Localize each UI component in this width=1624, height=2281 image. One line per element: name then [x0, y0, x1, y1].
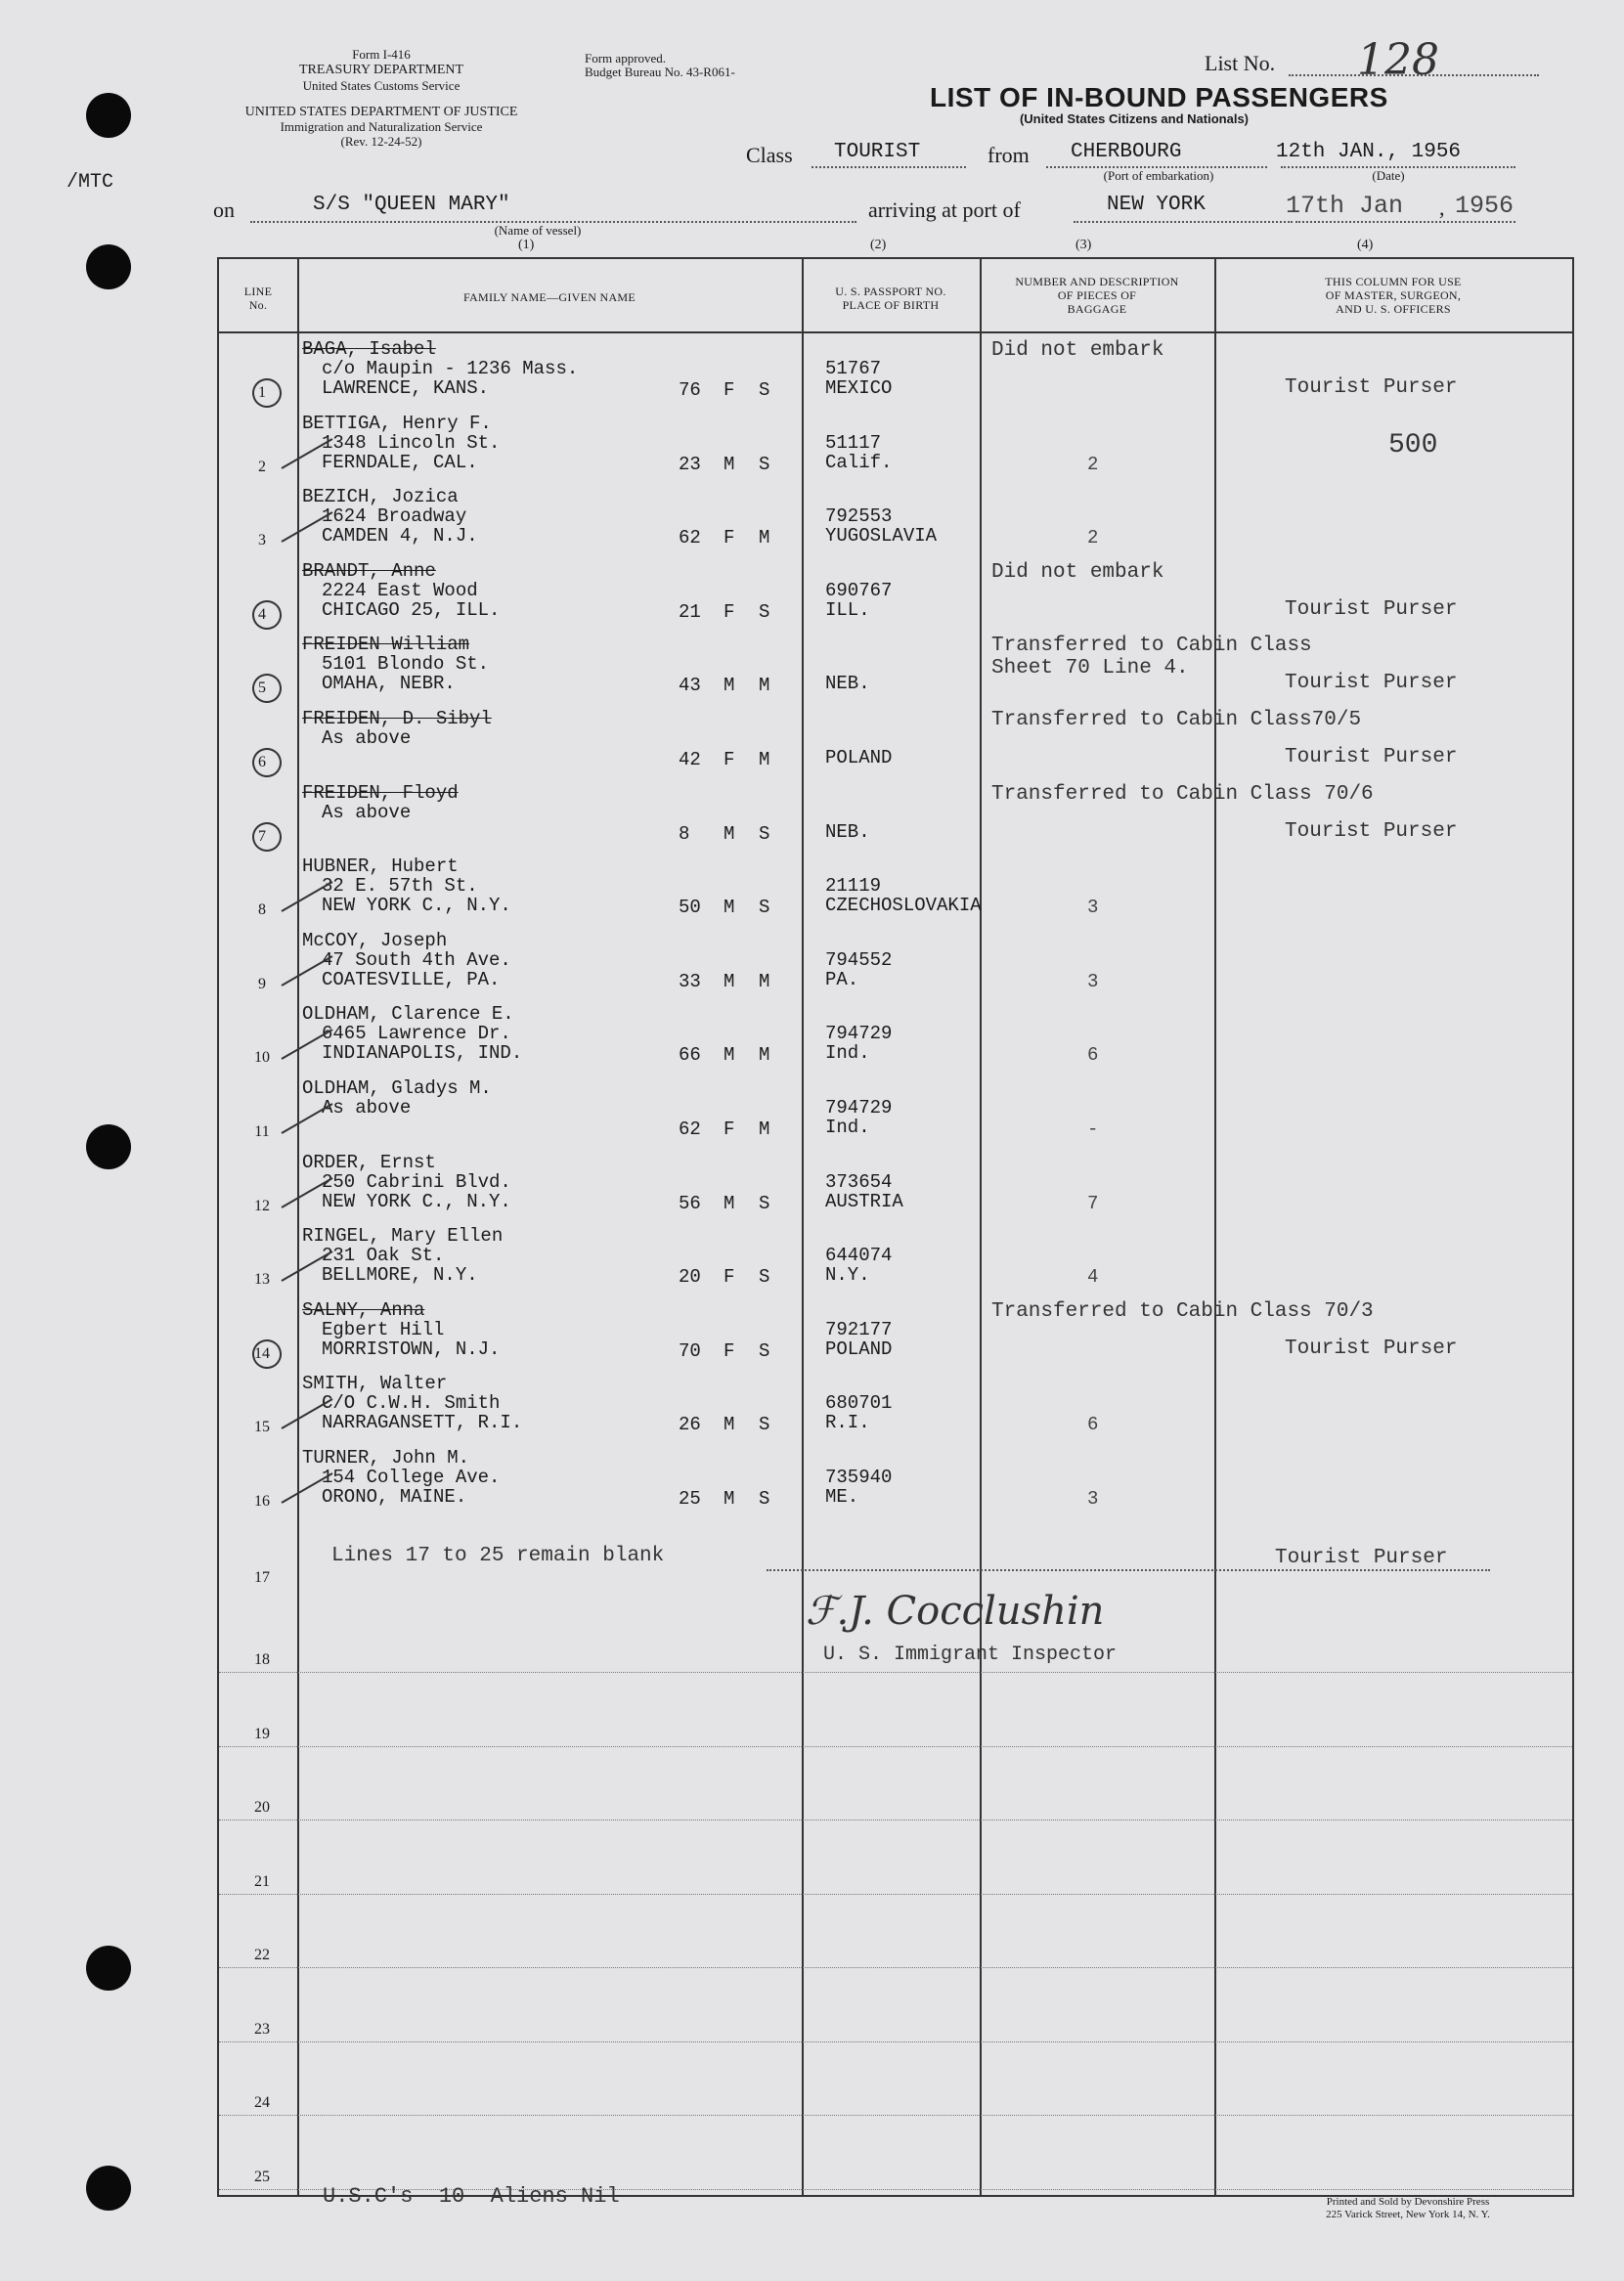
customs-service: United States Customs Service [302, 78, 461, 93]
place-of-birth: NEB. [825, 673, 870, 695]
address-line-2: LAWRENCE, KANS. [322, 377, 490, 399]
sex: F [724, 1339, 735, 1362]
address-line-1: 47 South 4th Ave. [322, 948, 511, 971]
line-number: 23 [254, 2020, 270, 2038]
circle-mark [249, 745, 285, 781]
list-number: 128 [1357, 35, 1439, 85]
address-line-1: 1624 Broadway [322, 505, 467, 528]
punch-hole [86, 244, 131, 289]
address-line-1: C/O C.W.H. Smith [322, 1392, 501, 1415]
status-remark: Did not embark [991, 339, 1164, 362]
place-of-birth: R.I. [825, 1412, 870, 1434]
marital-status: M [759, 1119, 770, 1140]
place-of-birth: AUSTRIA [825, 1190, 903, 1212]
form-revision: (Rev. 12-24-52) [340, 134, 422, 149]
marital-status: S [759, 379, 770, 401]
row-rule [219, 2041, 1572, 2042]
place-of-birth: ME. [825, 1486, 859, 1508]
marital-status: S [759, 600, 770, 623]
circle-mark [249, 1336, 285, 1372]
address-line-2: ORONO, MAINE. [322, 1486, 467, 1508]
passenger-name: FREIDEN William [302, 634, 470, 656]
place-of-birth: Ind. [825, 1117, 870, 1138]
from-label: from [988, 143, 1030, 167]
blank-lines-purser: Tourist Purser [1275, 1547, 1448, 1569]
table-row [219, 1224, 1572, 1297]
baggage-count: 3 [1087, 897, 1099, 919]
purser-note: Tourist Purser [1285, 672, 1458, 695]
place-of-birth: POLAND [825, 1338, 893, 1360]
marital-status: S [759, 453, 770, 475]
baggage-count: 3 [1087, 1488, 1099, 1510]
age: 25 [679, 1488, 701, 1510]
row-rule [219, 1894, 1572, 1895]
passport-number: 51767 [825, 358, 882, 379]
baggage-count: 3 [1087, 970, 1099, 992]
printer-address: 225 Varick Street, New York 14, N. Y. [1326, 2209, 1490, 2220]
line-number: 19 [254, 1725, 270, 1742]
table-row [219, 633, 1572, 706]
place-of-birth: YUGOSLAVIA [825, 525, 938, 548]
passport-number: 680701 [825, 1392, 893, 1415]
passenger-name: BEZICH, Jozica [302, 486, 459, 508]
passenger-name: HUBNER, Hubert [302, 855, 459, 878]
address-line-1: Egbert Hill [322, 1318, 445, 1340]
status-remark: Transferred to Cabin Class70/5 [991, 709, 1362, 731]
age: 56 [679, 1192, 701, 1214]
marital-status: M [759, 1044, 770, 1067]
blank-lines-note: Lines 17 to 25 remain blank [331, 1545, 665, 1567]
passport-number: 21119 [825, 875, 882, 898]
line-number: 6 [258, 754, 266, 770]
passenger-name: OLDHAM, Clarence E. [302, 1003, 514, 1026]
line-number: 15 [254, 1419, 270, 1436]
marital-status: M [759, 527, 770, 549]
sex: F [724, 379, 735, 401]
passport-number: 644074 [825, 1245, 893, 1267]
line-number: 13 [254, 1271, 270, 1289]
address-line-1: As above [322, 1097, 412, 1119]
header-rule [219, 331, 1572, 333]
address-line-1: c/o Maupin - 1236 Mass. [322, 358, 579, 379]
budget-bureau: Budget Bureau No. 43-R061- [585, 65, 735, 79]
sex: M [724, 897, 735, 919]
purser-note: Tourist Purser [1285, 376, 1458, 399]
port-of-embarkation: CHERBOURG [1071, 141, 1182, 163]
table-row [219, 929, 1572, 1002]
col-head-line-no: LINE No. [243, 285, 273, 312]
purser-note: Tourist Purser [1285, 819, 1458, 843]
passport-number: 794729 [825, 1097, 893, 1119]
address-line-1: As above [322, 801, 412, 823]
passport-number: 794552 [825, 948, 893, 971]
address-line-2: NARRAGANSETT, R.I. [322, 1412, 523, 1434]
address-line-1: 6465 Lawrence Dr. [322, 1023, 511, 1045]
inspector-title: U. S. Immigrant Inspector [823, 1644, 1118, 1666]
passenger-name: SMITH, Walter [302, 1373, 448, 1395]
passport-number: 690767 [825, 579, 893, 601]
line-number: 4 [258, 605, 266, 623]
baggage-count: 7 [1087, 1192, 1099, 1214]
passenger-name: RINGEL, Mary Ellen [302, 1225, 504, 1248]
purser-note: Tourist Purser [1285, 746, 1458, 768]
form-number: Form I-416 [352, 47, 411, 62]
table-row [219, 1446, 1572, 1519]
age: 20 [679, 1266, 701, 1289]
row-rule [219, 2115, 1572, 2116]
passenger-name: McCOY, Joseph [302, 929, 448, 951]
baggage-count: 4 [1087, 1266, 1099, 1289]
age: 70 [679, 1339, 701, 1362]
sex: F [724, 600, 735, 623]
arrival-comma: , [1439, 196, 1445, 220]
col-head-passport: U. S. PASSPORT NO. PLACE OF BIRTH [835, 285, 946, 312]
line-number: 5 [258, 680, 266, 697]
col-head-baggage: NUMBER AND DESCRIPTION OF PIECES OF BAGGAGE [1015, 275, 1179, 316]
inspector-signature: ℱ.J. Cocclushin [806, 1589, 1105, 1634]
arrival-port: NEW YORK [1107, 194, 1206, 216]
officer-mark: 500 [1388, 430, 1438, 461]
address-line-1: As above [322, 727, 412, 749]
row-rule [219, 1746, 1572, 1747]
age: 23 [679, 453, 701, 475]
place-of-birth: ILL. [825, 598, 870, 621]
document-title: LIST OF IN-BOUND PASSENGERS [930, 82, 1388, 112]
table-row [219, 1002, 1572, 1075]
address-line-2: BELLMORE, N.Y. [322, 1264, 478, 1287]
form-approval: Form approved. [585, 51, 667, 66]
sex: F [724, 1119, 735, 1140]
marital-status: M [759, 970, 770, 992]
table-row [219, 707, 1572, 780]
sex: M [724, 675, 735, 697]
place-of-birth: Ind. [825, 1042, 870, 1065]
baggage-count: 2 [1087, 453, 1099, 475]
address-line-2: CHICAGO 25, ILL. [322, 598, 501, 621]
arrival-date-line [1295, 221, 1515, 223]
passport-number: 373654 [825, 1170, 893, 1193]
passenger-name: ORDER, Ernst [302, 1151, 436, 1173]
address-line-1: 1348 Lincoln St. [322, 431, 501, 454]
age: 42 [679, 749, 701, 770]
sex: F [724, 1266, 735, 1289]
sex: M [724, 970, 735, 992]
passenger-name: BRANDT, Anne [302, 559, 436, 582]
col-num-1: (1) [518, 238, 535, 252]
punch-hole [86, 93, 131, 138]
table-row [219, 855, 1572, 928]
punch-hole [86, 2166, 131, 2211]
class-line [812, 166, 966, 168]
address-line-2: MORRISTOWN, N.J. [322, 1338, 501, 1360]
passenger-name: OLDHAM, Gladys M. [302, 1077, 492, 1099]
table-row [219, 1372, 1572, 1445]
check-mark [282, 1103, 333, 1134]
sex: M [724, 822, 735, 845]
table-row [219, 485, 1572, 558]
status-remark: Did not embark [991, 560, 1164, 584]
class-value: TOURIST [834, 141, 921, 163]
line-number: 11 [254, 1123, 270, 1140]
passport-number: 794729 [825, 1023, 893, 1045]
age: 26 [679, 1414, 701, 1436]
age: 50 [679, 897, 701, 919]
passport-number: 792177 [825, 1318, 893, 1340]
address-line-1: 250 Cabrini Blvd. [322, 1170, 511, 1193]
line-number: 20 [254, 1799, 270, 1816]
col-num-4: (4) [1357, 238, 1374, 252]
passport-number: 735940 [825, 1467, 893, 1488]
passenger-name: TURNER, John M. [302, 1447, 470, 1469]
table-row [219, 1151, 1572, 1224]
date-caption: (Date) [1372, 168, 1405, 183]
age: 43 [679, 675, 701, 697]
table-row [219, 781, 1572, 855]
line-number: 7 [258, 827, 266, 845]
vessel-caption: (Name of vessel) [494, 223, 582, 238]
punch-hole [86, 1124, 131, 1169]
class-label: Class [746, 143, 793, 167]
line-number: 12 [254, 1197, 270, 1214]
marital-status: S [759, 1339, 770, 1362]
passenger-name: SALNY, Anna [302, 1298, 425, 1321]
embarkation-date: 12th JAN., 1956 [1276, 141, 1462, 163]
age: 66 [679, 1044, 701, 1067]
totals-note: U.S.C's 10 Aliens Nil [323, 2184, 620, 2209]
age: 62 [679, 527, 701, 549]
treasury-dept: TREASURY DEPARTMENT [298, 63, 464, 77]
address-line-1: 154 College Ave. [322, 1467, 501, 1488]
table-row [219, 1298, 1572, 1372]
circle-mark [249, 818, 285, 855]
table-row [219, 337, 1572, 411]
place-of-birth: MEXICO [825, 377, 893, 399]
printer-credit: Printed and Sold by Devonshire Press [1326, 2196, 1490, 2208]
passport-number: 51117 [825, 431, 882, 454]
sex: M [724, 453, 735, 475]
age: 62 [679, 1119, 701, 1140]
address-line-2: FERNDALE, CAL. [322, 451, 478, 473]
purser-note: Tourist Purser [1285, 1337, 1458, 1360]
margin-note: /MTC [66, 171, 114, 194]
marital-status: S [759, 1192, 770, 1214]
age: 8 [679, 822, 690, 845]
arrival-year: 1956 [1455, 192, 1514, 220]
on-label: on [213, 197, 235, 222]
justice-dept: UNITED STATES DEPARTMENT OF JUSTICE [244, 105, 518, 119]
table-row [219, 559, 1572, 633]
marital-status: M [759, 749, 770, 770]
passenger-name: FREIDEN, D. Sibyl [302, 708, 492, 729]
age: 21 [679, 600, 701, 623]
table-row [219, 1076, 1572, 1150]
line-number: 3 [258, 532, 266, 549]
ins-service: Immigration and Naturalization Service [280, 119, 483, 134]
blank-lines-dots [767, 1569, 1490, 1571]
sex: M [724, 1044, 735, 1067]
circle-mark [249, 671, 285, 707]
sex: F [724, 527, 735, 549]
line-number: 14 [254, 1344, 270, 1362]
passenger-table [217, 257, 1574, 2197]
sex: M [724, 1192, 735, 1214]
sex: M [724, 1488, 735, 1510]
col-head-name: FAMILY NAME—GIVEN NAME [462, 290, 636, 304]
circle-mark [249, 375, 285, 412]
place-of-birth: N.Y. [825, 1264, 870, 1287]
baggage-count: 2 [1087, 527, 1099, 549]
sex: F [724, 749, 735, 770]
line-number: 9 [258, 975, 266, 992]
address-line-1: 231 Oak St. [322, 1245, 445, 1267]
address-line-2: OMAHA, NEBR. [322, 673, 456, 695]
line-number: 17 [254, 1569, 270, 1586]
col-num-2: (2) [870, 238, 887, 252]
line-number: 25 [254, 2168, 270, 2185]
arrival-date: 17th Jan [1286, 192, 1404, 220]
marital-status: S [759, 822, 770, 845]
table-row [219, 412, 1572, 485]
place-of-birth: PA. [825, 968, 859, 990]
vessel-name: S/S "QUEEN MARY" [313, 194, 510, 216]
baggage-count: 6 [1087, 1414, 1099, 1436]
status-remark: Transferred to Cabin Class 70/6 [991, 782, 1374, 806]
address-line-1: 5101 Blondo St. [322, 653, 490, 676]
port-embarkation-caption: (Port of embarkation) [1103, 168, 1214, 183]
address-line-1: 2224 East Wood [322, 579, 478, 601]
line-number: 21 [254, 1872, 270, 1890]
address-line-2: NEW YORK C., N.Y. [322, 895, 511, 917]
status-remark: Transferred to Cabin Class Sheet 70 Line 4. [991, 635, 1312, 680]
line-number: 10 [254, 1049, 270, 1067]
punch-hole [86, 1946, 131, 1991]
line-number: 8 [258, 901, 266, 919]
sex: M [724, 1414, 735, 1436]
place-of-birth: Calif. [825, 451, 893, 473]
line-number: 24 [254, 2094, 270, 2111]
arrival-port-line [1074, 221, 1293, 223]
arriving-label: arriving at port of [868, 197, 1021, 222]
document-subtitle: (United States Citizens and Nationals) [1019, 111, 1250, 126]
line-number: 22 [254, 1947, 270, 1963]
passport-number: 792553 [825, 505, 893, 528]
line-number: 1 [258, 384, 266, 401]
purser-note: Tourist Purser [1285, 597, 1458, 621]
row-rule [219, 1967, 1572, 1968]
place-of-birth: NEB. [825, 820, 870, 843]
address-line-2: CAMDEN 4, N.J. [322, 525, 478, 548]
marital-status: S [759, 897, 770, 919]
address-line-2: INDIANAPOLIS, IND. [322, 1042, 523, 1065]
circle-mark [249, 596, 285, 633]
col-num-3: (3) [1075, 238, 1092, 252]
passenger-name: BETTIGA, Henry F. [302, 412, 492, 434]
address-line-2: NEW YORK C., N.Y. [322, 1190, 511, 1212]
passenger-name: BAGA, Isabel [302, 338, 436, 360]
age: 76 [679, 379, 701, 401]
marital-status: S [759, 1488, 770, 1510]
place-of-birth: POLAND [825, 747, 893, 768]
line-number: 2 [258, 458, 266, 475]
passenger-name: FREIDEN, Floyd [302, 781, 459, 804]
status-remark: Transferred to Cabin Class 70/3 [991, 1299, 1374, 1323]
address-line-2: COATESVILLE, PA. [322, 968, 501, 990]
line-number: 18 [254, 1651, 270, 1668]
place-of-birth: CZECHOSLOVAKIA [825, 895, 982, 917]
marital-status: S [759, 1266, 770, 1289]
baggage-count: - [1087, 1119, 1099, 1140]
baggage-count: 6 [1087, 1044, 1099, 1067]
col-head-officers: THIS COLUMN FOR USE OF MASTER, SURGEON, AND U. S. OFFICERS [1325, 275, 1462, 316]
line-number: 16 [254, 1493, 270, 1510]
list-no-label: List No. [1205, 51, 1276, 75]
age: 33 [679, 970, 701, 992]
marital-status: M [759, 675, 770, 697]
address-line-1: 32 E. 57th St. [322, 875, 478, 898]
row-rule [219, 1672, 1572, 1673]
marital-status: S [759, 1414, 770, 1436]
